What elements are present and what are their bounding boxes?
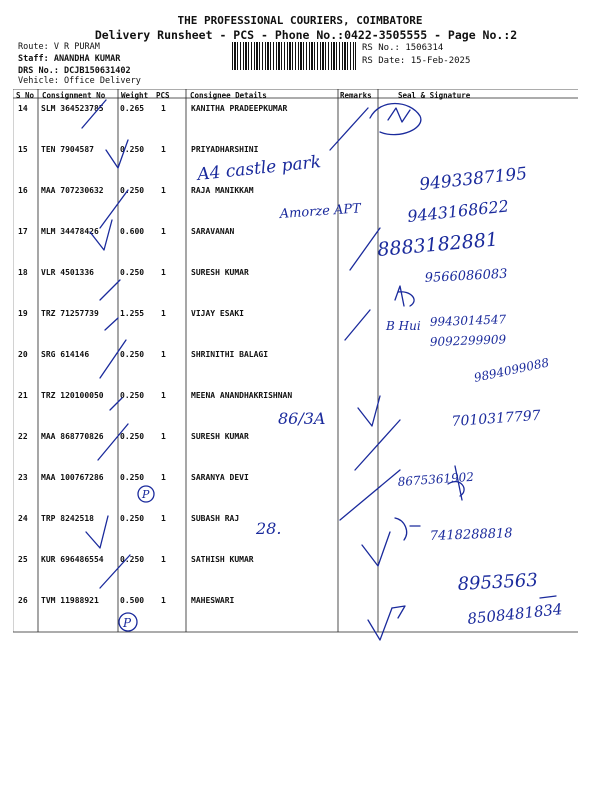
handwritten-phone: 9493387195: [418, 163, 529, 195]
row-pcs: 1: [161, 432, 166, 441]
table-row: [0, 555, 600, 596]
table-row: [0, 268, 600, 309]
row-weight: 0.250: [120, 350, 145, 359]
table-row: [0, 473, 600, 514]
table-row: [0, 104, 600, 145]
column-header-sno: S No: [16, 91, 35, 100]
row-sno: 15: [18, 145, 28, 154]
table-row: [0, 514, 600, 555]
row-weight: 0.250: [120, 432, 145, 441]
handwritten-phone: 9566086083: [424, 266, 508, 286]
row-consignment-no: MAA 707230632: [41, 186, 104, 195]
row-weight: 0.250: [120, 514, 145, 523]
column-header-consignee: Consignee Details: [190, 91, 267, 100]
row-weight: 0.250: [120, 268, 145, 277]
column-header-consignment: Consignment No: [42, 91, 106, 100]
row-pcs: 1: [161, 514, 166, 523]
handwritten-phone: 8508481834: [466, 600, 564, 628]
row-pcs: 1: [161, 104, 166, 113]
row-weight: 0.250: [120, 473, 145, 482]
row-weight: 0.250: [120, 555, 145, 564]
company-title: THE PROFESSIONAL COURIERS, COIMBATORE: [177, 14, 423, 27]
table-row: [0, 145, 600, 186]
row-weight: 0.600: [120, 227, 145, 236]
handwritten-phone: 9443168622: [406, 196, 510, 226]
handwritten-phone: 9894099088: [472, 355, 551, 385]
column-header-pcs: PCS: [156, 91, 170, 100]
table-row: [0, 432, 600, 473]
row-sno: 14: [18, 104, 28, 113]
row-consignee: SURESH KUMAR: [191, 432, 249, 441]
row-sno: 18: [18, 268, 28, 277]
rs-date: RS Date: 15-Feb-2025: [362, 56, 471, 66]
barcode: [232, 42, 356, 70]
row-consignment-no: SLM 364523785: [41, 104, 104, 113]
row-pcs: 1: [161, 227, 166, 236]
handwritten-phone: 9092299909: [429, 332, 507, 349]
row-sno: 16: [18, 186, 28, 195]
row-pcs: 1: [161, 350, 166, 359]
pcs-mark-text: P: [142, 488, 150, 501]
row-pcs: 1: [161, 186, 166, 195]
row-consignment-no: MLM 34478426: [41, 227, 99, 236]
row-weight: 0.250: [120, 391, 145, 400]
row-consignee: SARANYA DEVI: [191, 473, 249, 482]
row-consignee: KANITHA PRADEEPKUMAR: [191, 104, 288, 113]
handwritten-phone: 7010317797: [451, 407, 542, 430]
row-sno: 23: [18, 473, 28, 482]
row-sno: 24: [18, 514, 28, 523]
row-consignee: SATHISH KUMAR: [191, 555, 254, 564]
handwritten-phone: 8675361902: [397, 469, 475, 489]
handwritten-phone: 8953563: [457, 569, 539, 595]
handwritten-address: Amorze APT: [279, 201, 362, 222]
row-pcs: 1: [161, 391, 166, 400]
row-sno: 25: [18, 555, 28, 564]
staff-label: Staff: ANANDHA KUMAR: [18, 54, 121, 64]
drs-number: DRS No.: DCJB150631402: [18, 66, 131, 76]
row-pcs: 1: [161, 145, 166, 154]
row-weight: 0.250: [120, 145, 145, 154]
row-consignment-no: MAA 100767286: [41, 473, 104, 482]
row-weight: 0.250: [120, 186, 145, 195]
row-sno: 26: [18, 596, 28, 605]
row-consignment-no: MAA 868770826: [41, 432, 104, 441]
table-row: [0, 227, 600, 268]
row-consignee: SHRINITHI BALAGI: [191, 350, 269, 359]
row-sno: 17: [18, 227, 28, 236]
handwritten-address: 28.: [256, 519, 282, 538]
table-row: [0, 350, 600, 391]
row-sno: 22: [18, 432, 28, 441]
row-consignment-no: SRG 614146: [41, 350, 90, 359]
row-consignment-no: TRZ 71257739: [41, 309, 99, 318]
pcs-mark-text: P: [123, 616, 132, 630]
row-consignment-no: KUR 696486554: [41, 555, 104, 564]
row-sno: 19: [18, 309, 28, 318]
vehicle-label: Vehicle: Office Delivery: [18, 76, 141, 86]
row-sno: 20: [18, 350, 28, 359]
row-consignment-no: TEN 7904587: [41, 145, 94, 154]
row-pcs: 1: [161, 473, 166, 482]
row-sno: 21: [18, 391, 28, 400]
row-consignee: SUBASH RAJ: [191, 514, 240, 523]
handwritten-address: 86/3A: [278, 409, 326, 428]
row-weight: 0.265: [120, 104, 145, 113]
row-pcs: 1: [161, 596, 166, 605]
handwritten-phone: 8883182881: [376, 228, 499, 261]
table-row: [0, 391, 600, 432]
handwritten-name: B Hui: [386, 319, 421, 333]
route-label: Route: V R PURAM: [18, 42, 100, 52]
column-header-remarks: Remarks: [340, 91, 372, 100]
row-pcs: 1: [161, 555, 166, 564]
row-consignee: VIJAY ESAKI: [191, 309, 244, 318]
row-consignee: PRIYADHARSHINI: [191, 145, 259, 154]
row-pcs: 1: [161, 309, 166, 318]
row-consignment-no: TRZ 120100050: [41, 391, 104, 400]
handwritten-phone: 7418288818: [429, 526, 513, 544]
row-consignee: RAJA MANIKKAM: [191, 186, 254, 195]
rs-number: RS No.: 1506314: [362, 43, 444, 53]
row-weight: 0.500: [120, 596, 145, 605]
row-consignment-no: VLR 4501336: [41, 268, 94, 277]
column-header-seal: Seal & Signature: [398, 91, 471, 100]
row-consignment-no: TRP 8242518: [41, 514, 94, 523]
table-row: [0, 186, 600, 227]
handwritten-address: A4 castle park: [196, 152, 322, 185]
row-consignee: MEENA ANANDHAKRISHNAN: [191, 391, 293, 400]
row-weight: 1.255: [120, 309, 145, 318]
row-pcs: 1: [161, 268, 166, 277]
row-consignee: SARAVANAN: [191, 227, 235, 236]
handwritten-phone: 9943014547: [429, 312, 507, 329]
table-row: [0, 596, 600, 637]
row-consignment-no: TVM 11988921: [41, 596, 99, 605]
table-row: [0, 309, 600, 350]
runsheet-title: Delivery Runsheet - PCS - Phone No.:0422-3505555 - Page No.:2: [94, 28, 518, 42]
column-header-weight: Weight: [121, 91, 149, 100]
row-consignee: MAHESWARI: [191, 596, 235, 605]
row-consignee: SURESH KUMAR: [191, 268, 249, 277]
